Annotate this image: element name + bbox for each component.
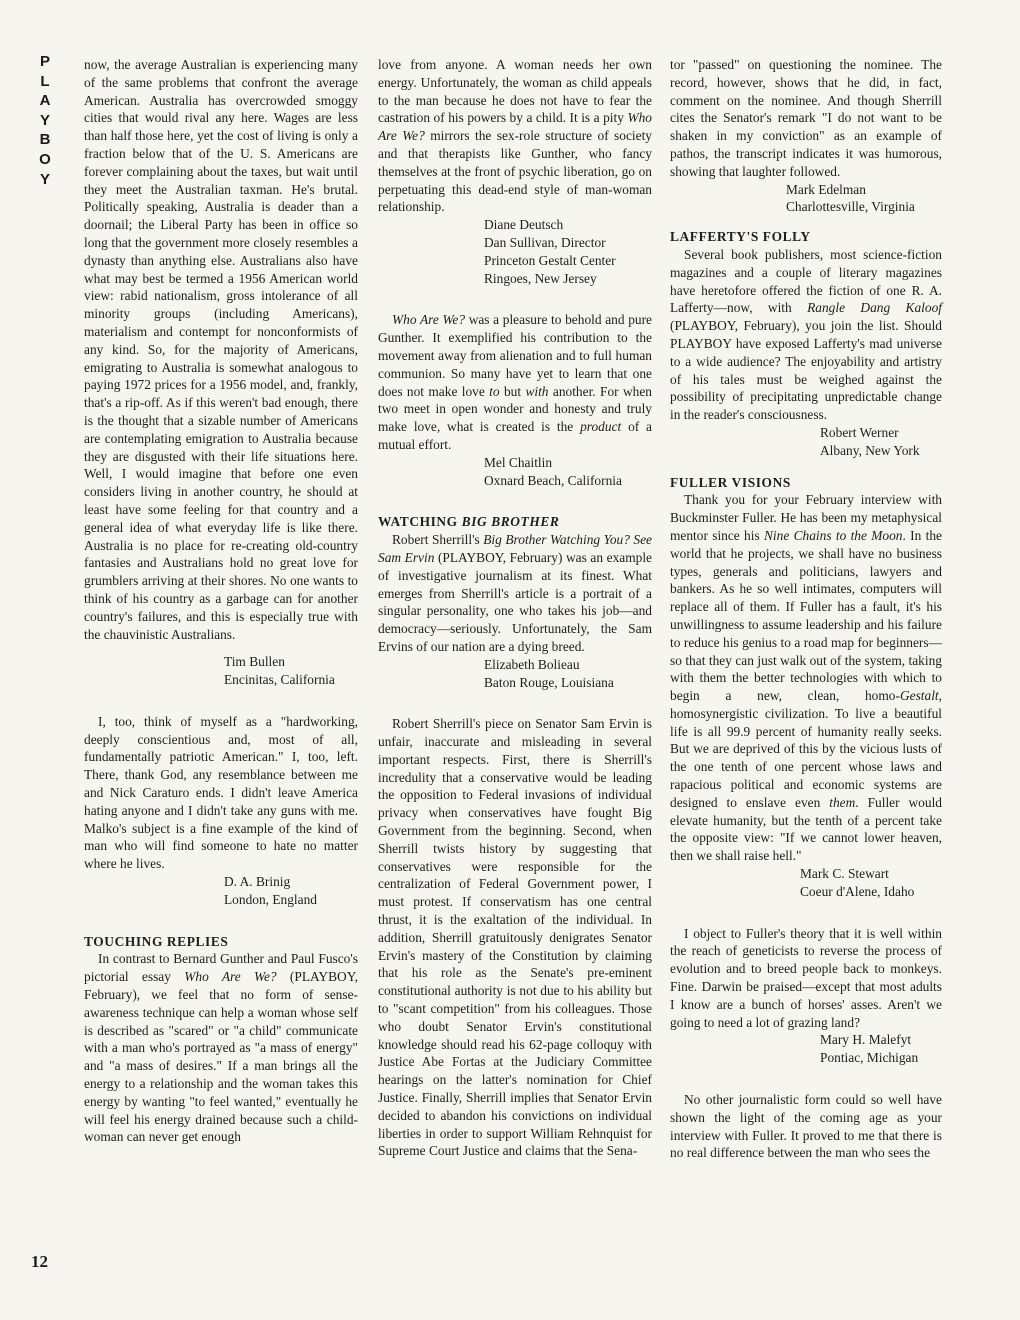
magazine-name-letter: P bbox=[39, 53, 50, 70]
magazine-name-vertical bbox=[30, 52, 60, 189]
letter-body: I object to Fuller's theory that it is well within the reach of geneticists to reverse the process of evolution and to breed people back to monkeys. Fine. Darwin be praised—except that most adults I know are a bunch of horses' asses. Aren't we going to need a lot of grazing land? bbox=[670, 925, 942, 1030]
magazine-name-letter: O bbox=[39, 150, 51, 168]
letter-body: Thank you for your February interview with Buckminster Fuller. He has been my metaphysical mentor since his Nine Chains to the Moon. In the world that he projects, we shall have no business types, generals and politicians, lawyers and bankers. As he so well intimates, computers will replace all of them. If Fuller has a fault, it's his unwillingness to assume leadership and his failure to reduce his genius to a road map for beginners—so that they can just walk out of the system, taking with them the better technologies with which to begin a new, clean, homo-Gestalt, homosynergistic civilization. To live a beautiful life is all 99.9 percent of humanity really seeks. But we are deprived of this by the vicious lusts of the one tenth of one percent whose laws and rapacious political and economic systems are designed to enslave even them. Fuller would elevate humanity, but the tenth of a percent take the opposite view: "If we cannot lower heaven, then we shall raise hell." bbox=[670, 492, 942, 864]
letter-signature-place: Ringoes, New Jersey bbox=[484, 270, 597, 286]
magazine-name-letter: Y bbox=[39, 170, 50, 188]
letter-signature-name: Diane Deutsch bbox=[484, 217, 564, 233]
article-title: Who Are We? bbox=[184, 969, 277, 985]
letter-body: tor "passed" on questioning the nominee. The record, however, shows that he did, in fact, comment on the nominee. And though Sherrill cites the Senator's remark "I do not want to be shaken in my conviction" as an example of pathos, the transcript indicates it was humorous, showing that laughter followed. bbox=[670, 57, 942, 179]
letter-signature-name: Robert Werner bbox=[820, 424, 899, 440]
letter-signature-place: Princeton Gestalt Center bbox=[484, 252, 616, 268]
magazine-name-letter: B bbox=[39, 131, 51, 149]
article-title: Who Are We? bbox=[378, 110, 652, 144]
section-heading: LAFFERTY'S FOLLY bbox=[670, 229, 811, 245]
column-2 bbox=[378, 56, 652, 1160]
section-heading: WATCHING BIG BROTHER bbox=[378, 514, 560, 530]
letter-signature-name: Mary H. Malefyt bbox=[820, 1032, 912, 1048]
letter-signature-name: Mel Chaitlin bbox=[484, 454, 553, 470]
column-1 bbox=[84, 56, 358, 1146]
letter-body: Who Are We? was a pleasure to behold and pure Gunther. It exemplified his contribution to the movement away from alienation and to full human communion. So many have yet to learn that one does not make love to but with another. For when two meet in open wonder and honesty and truly make love, what is created is the product of a mutual effort. bbox=[378, 312, 652, 452]
letter-signature-name: D. A. Brinig bbox=[224, 874, 291, 890]
page-number: 12 bbox=[31, 1252, 48, 1271]
letter-signature-place: London, England bbox=[224, 891, 317, 907]
section-heading: TOUCHING REPLIES bbox=[84, 933, 229, 949]
letter-body: now, the average Australian is experiencing many of the same problems that confront the average American. Australia has overcrowded smoggy cities that would rival any here. Wages are less than half those here, yet the cost of living is only a fraction below that of the U. S. Americans are forever complaining about the taxes, but wait until they meet the Australian taxman. He's brutal. Politically speaking, Australia is deader than a doornail; the Liberal Party has been in office so long that the government more closely resembles a dynasty than anything else. Australians also have what may best be termed a 1956 American world view: rabid nationalism, gross intolerance of all minority groups (including Americans), materialism and contempt for nonconformists of any kind. So, for the majority of Americans, emigrating to Australia is somewhat analogous to paying 1972 prices for a 1956 model, and, frankly, that's a rip-off. As if this weren't bad enough, there is the thought that a sizable number of Americans are contemplating emigration to Australia because they are disgusted with their life situations here. Well, I would imagine that before one even considers living in another country, he should at least have some feeling for that country and a general idea of what everyday life is like there. Australia is no place for re-creating old-country fantasies and Australians hold no great love for grumblers arriving at their shores. No one wants to think of his country as a garbage can for another country's failures, and this is especially true with the chauvinistic Australians. bbox=[84, 57, 358, 642]
letter-signature-place: Charlottesville, Virginia bbox=[786, 199, 915, 215]
article-title: Rangle Dang Kaloof bbox=[807, 300, 942, 316]
letter-signature-place: Baton Rouge, Louisiana bbox=[484, 674, 614, 690]
article-title: Big Brother Watching You? See Sam Ervin bbox=[378, 532, 652, 565]
letter-signature-place: Oxnard Beach, California bbox=[484, 472, 622, 488]
letter-body: In contrast to Bernard Gunther and Paul Fusco's pictorial essay Who Are We? (PLAYBOY, February), we feel that no form of sense-awareness technique can help a woman whose self is described as "scared" or "a child" communicate with a man who's portrayed as "a mass of energy" and "a mass of desires." If a man brings all the energy to a relationship and the woman takes this energy by wanting "to feel wanted," eventually he will feel his energy drained because such a child-woman can never get enough bbox=[84, 951, 358, 1145]
letter-body: Robert Sherrill's piece on Senator Sam Ervin is unfair, inaccurate and misleading in several important respects. First, there is Sherrill's incredulity that a conservative would be leading the opposition to Federal invasions of individual privacy when conservatives have fought Big Government from the beginning. Second, when Sherrill twists history by suggesting that conservatives were responsible for the centralization of Federal Government power, I must protest. If conservatism has one central thrust, it is the exaltation of the individual. In addition, Sherrill gratuitously denigrates Senator Ervin's mastery of the Constitution by claiming that his role as the Senate's pre-eminent constitutional authority is not due to his ability but to "scant competition" from his colleagues. Those who doubt Senator Ervin's constitutional knowledge should read his 62-page colloquy with Justice Abe Fortas at the Judiciary Committee hearings on the latter's nomination for Chief Justice. Finally, Sherrill implies that Senator Ervin decided to abandon his convictions on individual liberties in order to support William Rehnquist for Supreme Court Justice and claims that the Sena- bbox=[378, 716, 652, 1159]
letter-signature-place: Pontiac, Michigan bbox=[820, 1050, 919, 1066]
letter-body: No other journalistic form could so well have shown the light of the coming age as your interview with Fuller. It proved to me that there is no real difference between the man who sees the bbox=[670, 1092, 942, 1161]
magazine-name-letter: Y bbox=[39, 111, 50, 129]
letter-signature-name: Mark C. Stewart bbox=[800, 866, 889, 882]
letter-signature-name: Elizabeth Bolieau bbox=[484, 656, 580, 672]
letter-signature-place: Encinitas, California bbox=[224, 672, 335, 688]
letter-signature-name: Dan Sullivan, Director bbox=[484, 234, 606, 250]
letter-signature-name: Tim Bullen bbox=[224, 654, 285, 670]
letter-signature-place: Coeur d'Alene, Idaho bbox=[800, 883, 915, 899]
letter-body: Robert Sherrill's Big Brother Watching You? See Sam Ervin (PLAYBOY, February) was an example of investigative journalism at its finest. What emerges from Sherrill's article is a portrait of a singular personality, one who takes his job—and democracy—seriously. Unfortunately, the Sam Ervins of our nation are a dying breed. bbox=[378, 532, 652, 654]
letter-body: Several book publishers, most science-fiction magazines and a couple of literary magazines have heretofore offered the fiction of one R. A. Lafferty—now, with Rangle Dang Kaloof (PLAYBOY, February), you join the list. Should PLAYBOY have exposed Lafferty's mad universe to a wide audience? The enjoyability and artistry of his tales must be weighed against the possibility of precipitating unpredictable change in the reader's consciousness. bbox=[670, 246, 942, 423]
letter-signature-name: Mark Edelman bbox=[786, 181, 866, 197]
column-3 bbox=[670, 56, 942, 1162]
letter-body: love from anyone. A woman needs her own energy. Unfortunately, the woman as child appeals to the man because he does not have to fear the castration of his powers by a child. It is a pity Who Are We? mirrors the sex-role structure of society and that therapists like Gunther, who fancy themselves at the front of psychic liberation, go on perpetuating this dead-end style of man-woman relationship. bbox=[378, 57, 652, 215]
section-heading: FULLER VISIONS bbox=[670, 474, 791, 490]
letter-signature-place: Albany, New York bbox=[820, 442, 920, 458]
book-title: Nine Chains to the Moon bbox=[764, 527, 903, 543]
magazine-name-letter: L bbox=[40, 72, 50, 90]
magazine-name-letter: A bbox=[39, 92, 51, 110]
article-title: Who Are We? bbox=[392, 312, 466, 328]
letter-body: I, too, think of myself as a "hardworking, deeply conscientious and, most of all, fundamentally patriotic American." I, too, left. There, thank God, any resemblance between me and Nick Caraturo ends. I didn't leave America hating anyone and I didn't take any guns with me. Malko's subject is a fine example of the kind of man who will find someone to hate no matter where he lives. bbox=[84, 713, 358, 872]
